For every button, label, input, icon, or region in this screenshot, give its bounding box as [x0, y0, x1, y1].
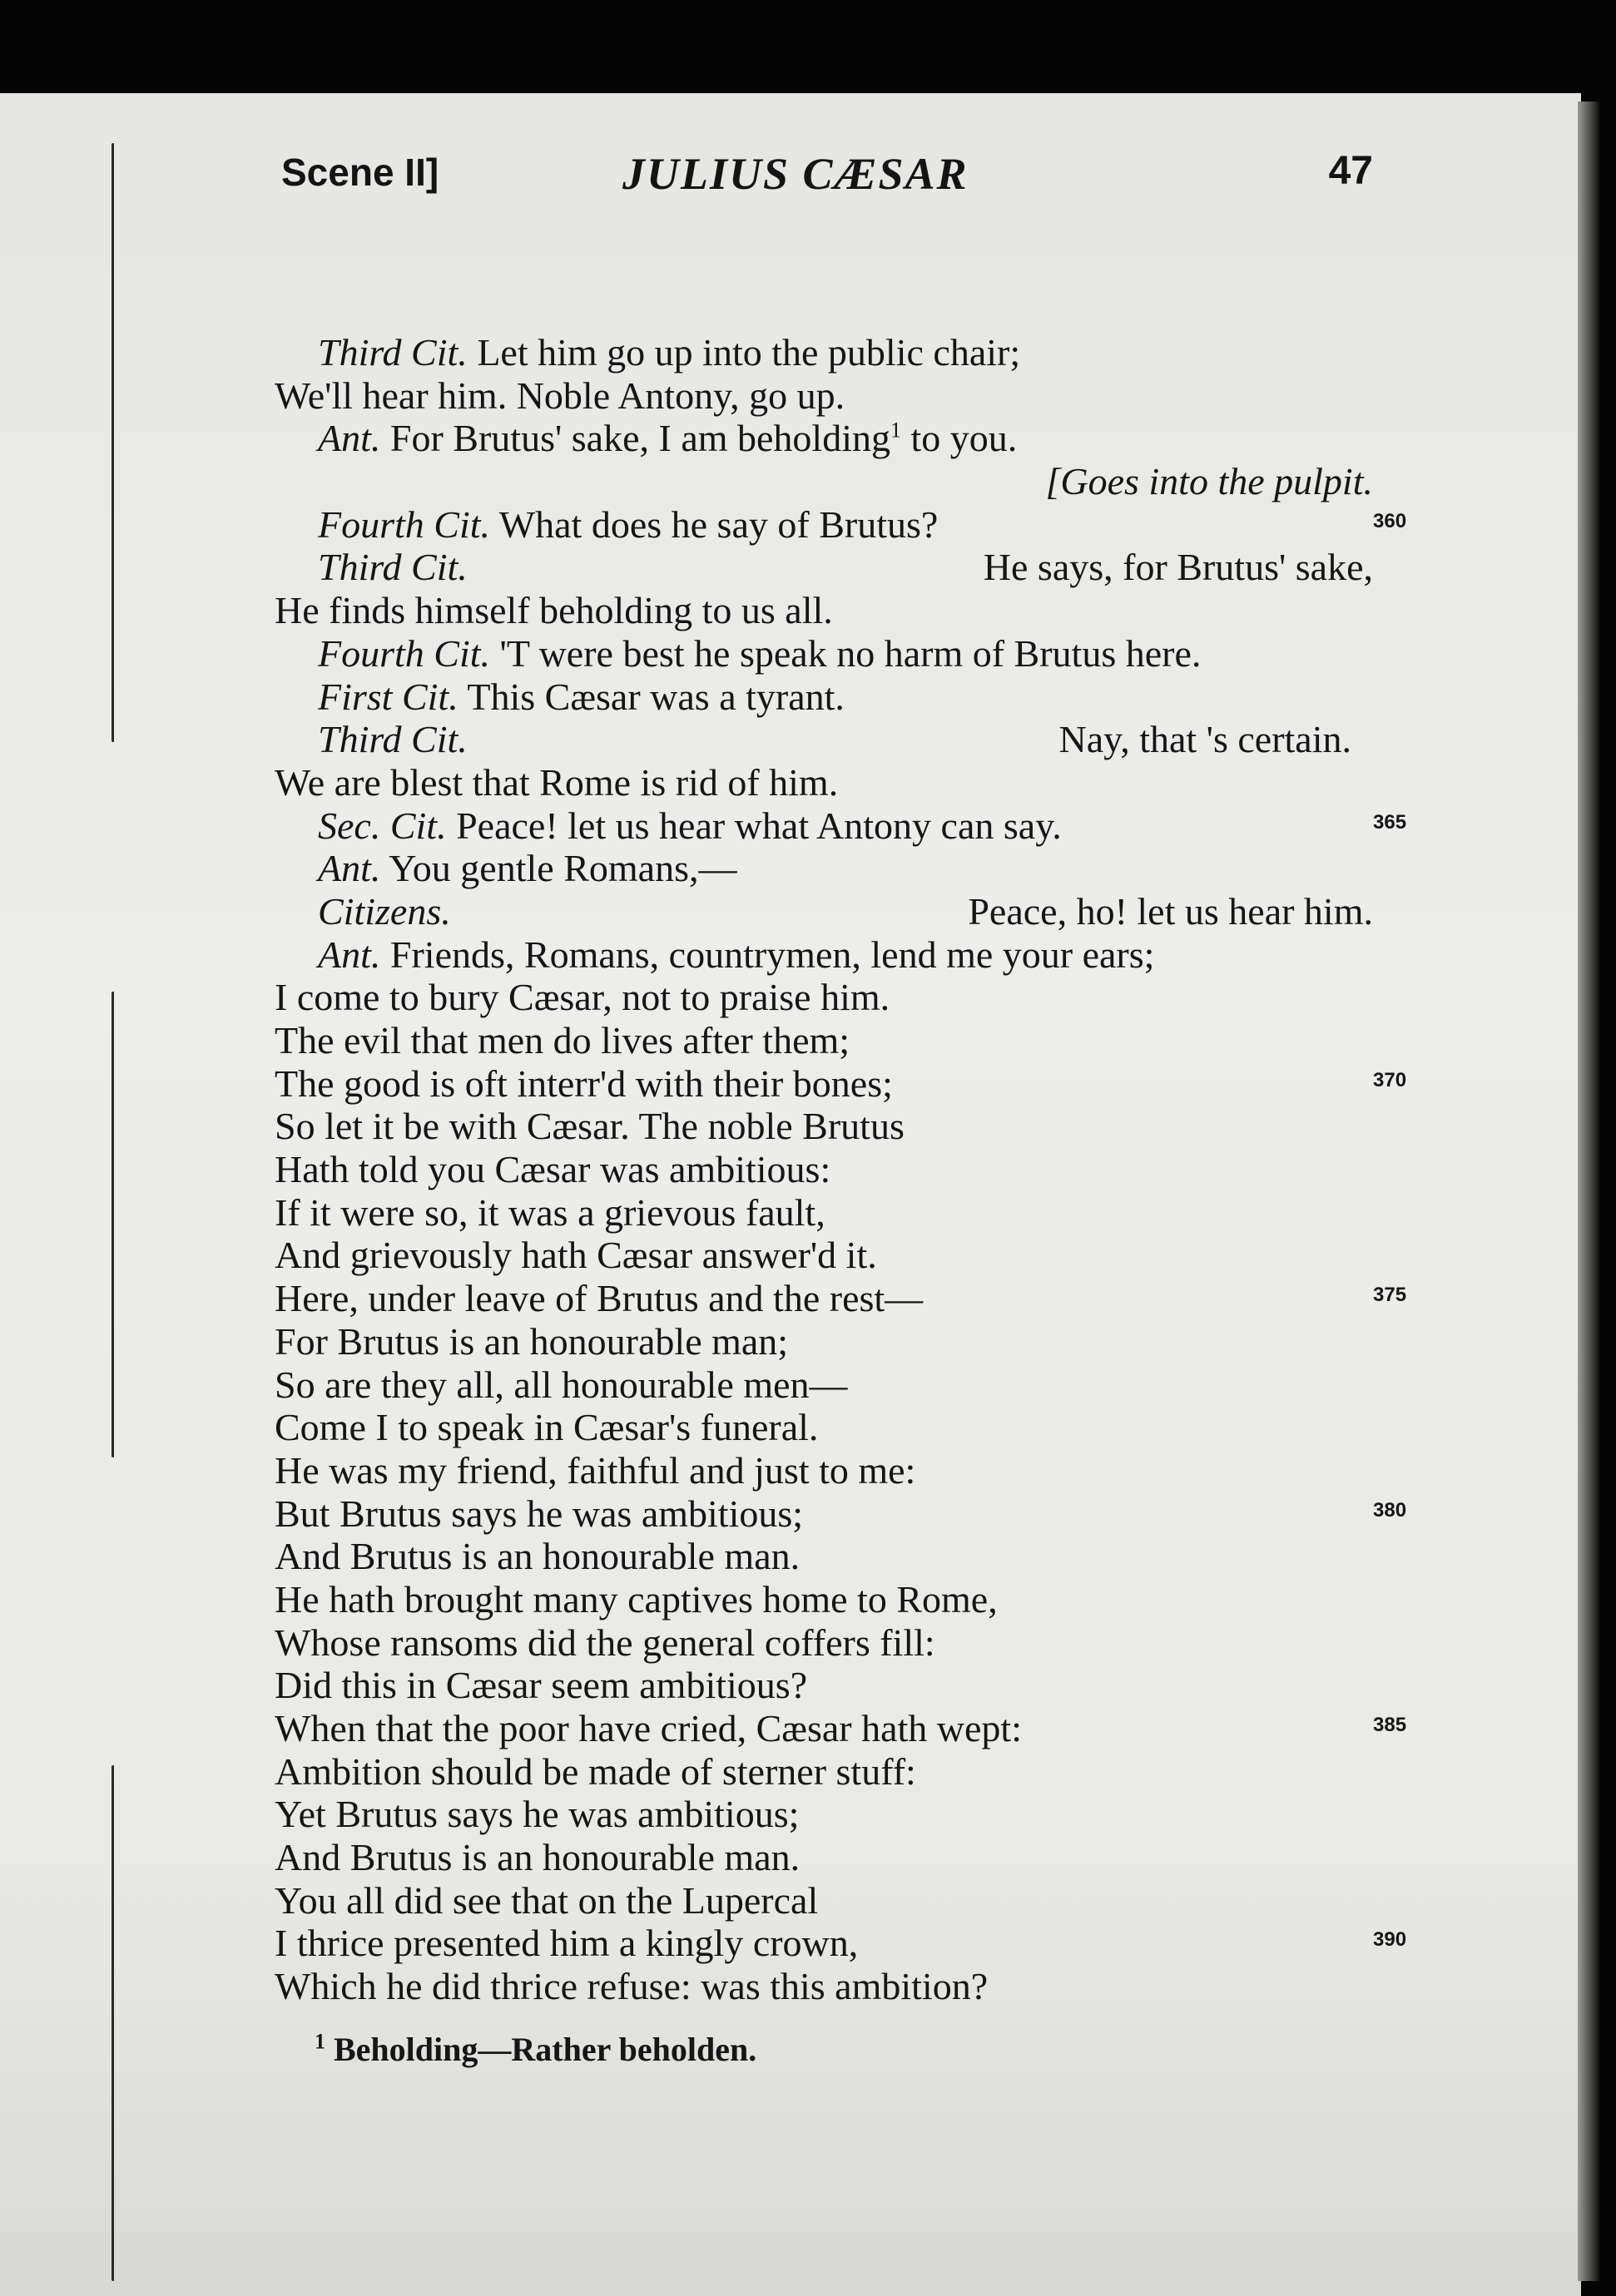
speaker-name: Ant. [318, 933, 381, 976]
verse-line [275, 1922, 1407, 1965]
line-text: Peace! let us hear what Antony can say. [456, 804, 1062, 847]
verse-line [275, 1320, 1373, 1363]
verse-line [275, 804, 1407, 848]
verse-line [275, 1965, 1373, 2008]
speaker-name: Third Cit. [318, 546, 468, 589]
line-text: So are they all, all honourable men— [275, 1363, 848, 1406]
verse-line [275, 675, 1373, 719]
line-text: The good is oft interr'd with their bones; [275, 1061, 893, 1105]
line-text: The evil that men do lives after them; [275, 1019, 850, 1061]
line-text: 'T were best he speak no harm of Brutus here. [499, 631, 1202, 675]
verse-line [275, 1535, 1373, 1578]
running-header [281, 150, 1373, 216]
verse-line [275, 761, 1373, 804]
verse-line [275, 1406, 1373, 1449]
line-text: And Brutus is an honourable man. [275, 1535, 801, 1578]
line-text: For Brutus' sake, I am beholding [389, 417, 890, 460]
verse-line [275, 1449, 1373, 1492]
line-text: I thrice presented him a kingly crown, [275, 1922, 859, 1965]
verse-line [275, 1664, 1373, 1707]
verse-line [275, 1492, 1407, 1536]
line-text: Did this in Cæsar seem ambitious? [275, 1664, 808, 1707]
line-text: Peace, ho! let us hear him. [968, 889, 1373, 933]
line-number: 385 [1373, 1714, 1407, 1736]
stage-direction-text: [Goes into the pulpit. [1045, 460, 1373, 503]
play-text [275, 331, 1407, 2008]
footnote-marker: 1 [890, 418, 901, 443]
verse-line [275, 1234, 1373, 1277]
line-text: Yet Brutus says he was ambitious; [275, 1793, 800, 1836]
scene-label: Scene II] [281, 151, 439, 194]
binding-mark [112, 1765, 119, 2281]
verse-line [275, 1277, 1407, 1320]
line-text: You all did see that on the Lupercal [275, 1878, 819, 1922]
verse-line [275, 589, 1373, 632]
line-text: He was my friend, faithful and just to me: [275, 1448, 916, 1492]
line-text: Come I to speak in Cæsar's funeral. [275, 1406, 819, 1449]
speaker-name: Third Cit. [318, 331, 468, 374]
line-number: 360 [1373, 509, 1407, 532]
line-text: We are blest that Rome is rid of him. [275, 760, 839, 804]
line-text: But Brutus says he was ambitious; [275, 1492, 804, 1535]
line-text: Which he did thrice refuse: was this ambition? [275, 1965, 989, 2008]
speaker-name: Citizens. [318, 889, 451, 933]
line-text: Hath told you Cæsar was ambitious: [275, 1148, 831, 1191]
verse-line [275, 1707, 1407, 1750]
line-number: 365 [1373, 810, 1407, 834]
verse-line [275, 1105, 1373, 1148]
line-number: 390 [1373, 1928, 1407, 1952]
verse-line [275, 1578, 1373, 1621]
line-text: Friends, Romans, countrymen, lend me your ears; [389, 933, 1155, 976]
line-text: He hath brought many captives home to Rome, [275, 1577, 998, 1621]
verse-line [275, 1836, 1373, 1879]
verse-line [275, 546, 1373, 589]
verse-line [275, 976, 1373, 1019]
line-text: And grievously hath Cæsar answer'd it. [275, 1234, 877, 1277]
line-text: I come to bury Cæsar, not to praise him. [275, 976, 890, 1019]
binding-mark [112, 992, 119, 1457]
verse-line [275, 933, 1373, 977]
speaker-name: Sec. Cit. [318, 804, 447, 847]
line-number: 370 [1373, 1068, 1407, 1091]
line-number: 375 [1373, 1284, 1407, 1307]
line-text: You gentle Romans,— [389, 847, 737, 890]
line-text: When that the poor have cried, Cæsar hath wept: [275, 1707, 1022, 1749]
footnote-text: —Rather beholden. [478, 2031, 757, 2068]
line-text: For Brutus is an honourable man; [275, 1319, 789, 1363]
speaker-name: First Cit. [318, 675, 459, 718]
verse-line [275, 502, 1407, 547]
binding-mark [112, 143, 119, 742]
line-text: He finds himself beholding to us all. [275, 589, 833, 632]
line-text: Whose ransoms did the general coffers fill: [275, 1621, 935, 1664]
verse-line [275, 1191, 1373, 1235]
footnote-term: Beholding [334, 2031, 478, 2068]
line-text: If it were so, it was a grievous fault, [275, 1190, 825, 1234]
page-number: 47 [1328, 149, 1373, 193]
verse-line [275, 847, 1373, 890]
footnote-marker: 1 [315, 2029, 325, 2054]
line-number: 380 [1373, 1498, 1407, 1522]
speaker-name: Ant. [318, 847, 381, 890]
line-text: So let it be with Cæsar. The noble Brutus [275, 1105, 905, 1148]
verse-line [275, 1019, 1373, 1062]
verse-line [275, 1148, 1373, 1191]
line-text: Nay, that 's certain. [1058, 718, 1351, 761]
verse-line [275, 1750, 1373, 1794]
stage-direction [275, 460, 1373, 503]
verse-line [275, 1363, 1373, 1407]
play-title: JULIUS CÆSAR [622, 149, 969, 199]
speaker-name: Fourth Cit. [318, 502, 491, 546]
verse-line [275, 331, 1373, 374]
verse-line [275, 374, 1373, 418]
footnote [315, 2030, 756, 2069]
verse-line [275, 1879, 1373, 1922]
verse-line [275, 417, 1373, 460]
speaker-name: Ant. [318, 417, 381, 460]
verse-line [275, 1793, 1373, 1836]
line-text: And Brutus is an honourable man. [275, 1836, 801, 1879]
line-text: Here, under leave of Brutus and the rest— [275, 1277, 924, 1320]
speaker-name: Third Cit. [318, 718, 468, 761]
verse-line [275, 1061, 1407, 1106]
speaker-name: Fourth Cit. [318, 631, 491, 675]
line-text: He says, for Brutus' sake, [983, 546, 1373, 589]
line-text: What does he say of Brutus? [498, 502, 939, 546]
verse-line [275, 890, 1373, 933]
verse-line [275, 632, 1373, 675]
line-text: We'll hear him. Noble Antony, go up. [275, 374, 845, 417]
verse-line [275, 718, 1373, 761]
line-text: Ambition should be made of sterner stuff: [275, 1749, 916, 1793]
line-text: to you. [901, 417, 1018, 460]
line-text: This Cæsar was a tyrant. [467, 675, 845, 718]
verse-line [275, 1621, 1373, 1665]
page-edge-shadow [1578, 101, 1599, 2281]
line-text: Let him go up into the public chair; [477, 331, 1021, 374]
